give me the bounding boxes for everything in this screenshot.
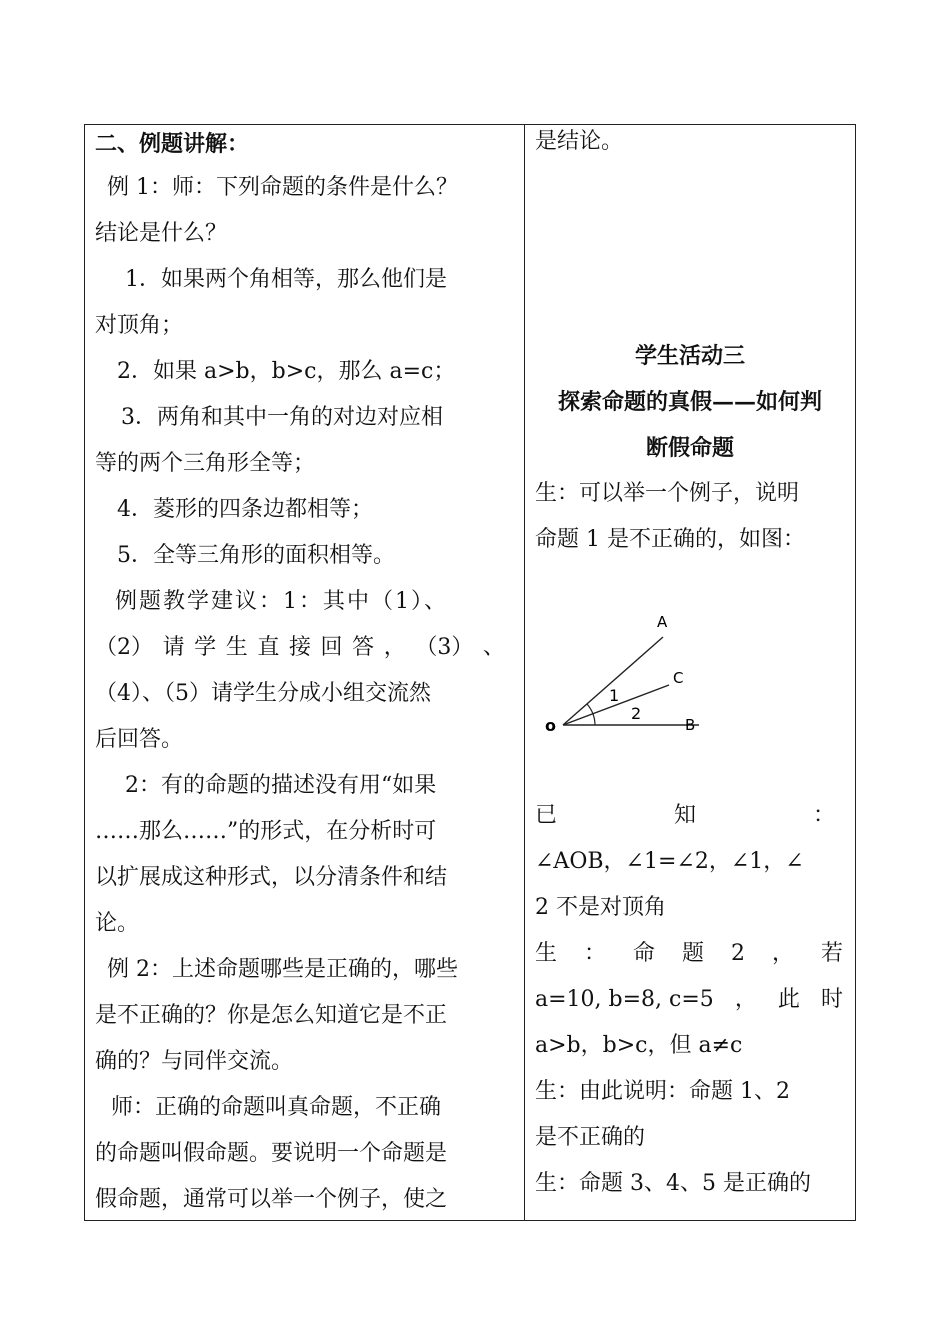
- left-column: [85, 125, 525, 1220]
- advice-part: 请: [162, 635, 185, 660]
- student-answer-1-cont: 命题 1 是不正确的，如图：: [535, 527, 805, 552]
- answer-part: 2: [731, 941, 745, 966]
- answer-part: 命: [633, 941, 656, 966]
- activity-title: 学生活动三: [634, 343, 745, 369]
- proposition-3-cont: 等的两个三角形全等；: [95, 451, 316, 476]
- given-statement: [535, 793, 835, 839]
- label-c: C: [673, 669, 684, 687]
- teacher-explanation-cont: 的命题叫假命题。要说明一个命题是: [95, 1141, 448, 1166]
- example1-question-cont: 结论是什么？: [95, 221, 228, 246]
- proposition-2: 2．如果 a>b，b>c，那么 a=c；: [117, 359, 456, 384]
- angle-arc-1: [587, 704, 593, 714]
- ray-oa: [563, 637, 663, 725]
- activity-subtitle-cont: 断假命题: [645, 435, 734, 461]
- teaching-advice-cont2: （4）、（5）请学生分成小组交流然: [95, 681, 431, 706]
- answer-part: 生: [535, 941, 558, 966]
- answer-part: 若: [820, 941, 843, 966]
- advice-part: 学: [194, 635, 217, 660]
- teacher-explanation-cont2: 假命题，通常可以举一个例子，使之: [95, 1187, 448, 1212]
- angle-figure: [533, 601, 733, 741]
- advice-part: 接: [288, 635, 311, 660]
- advice-part: 答: [352, 635, 375, 660]
- label-a: A: [657, 613, 668, 631]
- given-part: 已: [535, 803, 558, 828]
- proposition-3: 3．两角和其中一角的对边对应相: [121, 405, 443, 430]
- example2-question-cont: 是不正确的？你是怎么知道它是不正: [95, 1003, 448, 1028]
- example2-question: 例 2：上述命题哪些是正确的，哪些: [107, 957, 458, 982]
- proposition-4: 4．菱形的四条边都相等；: [117, 497, 373, 522]
- label-angle-1: 1: [609, 686, 620, 705]
- label-b: B: [685, 716, 696, 734]
- answer-part: 此: [777, 987, 800, 1012]
- label-angle-2: 2: [631, 704, 642, 723]
- note-2-cont: ……那么……”的形式，在分析时可: [95, 819, 437, 844]
- advice-part: 直: [257, 635, 280, 660]
- activity-subtitle: 探索命题的真假——如何判: [557, 389, 822, 415]
- example1-question: 例 1：师：下列命题的条件是什么？: [107, 175, 458, 200]
- label-o: o: [545, 716, 556, 735]
- example2-question-cont2: 确的？与同伴交流。: [95, 1049, 294, 1074]
- teaching-advice: 例题教学建议：1：其中（1）、: [115, 589, 448, 614]
- teacher-explanation: 师：正确的命题叫真命题，不正确: [111, 1095, 442, 1120]
- proposition-5: 5．全等三角形的面积相等。: [117, 543, 395, 568]
- note-2-cont2: 以扩展成这种形式，以分清条件和结: [95, 865, 448, 890]
- note-2: 2：有的命题的描述没有用“如果: [125, 773, 437, 798]
- advice-part: 、: [482, 635, 505, 660]
- note-2-cont3: 论。: [95, 911, 140, 936]
- answer-part: 题: [682, 941, 705, 966]
- teaching-advice-cont3: 后回答。: [95, 727, 184, 752]
- advice-part: ，: [383, 635, 406, 660]
- given-part: 知: [673, 803, 696, 828]
- advice-part: （2）: [95, 635, 153, 660]
- answer-part: ，: [734, 987, 757, 1012]
- proposition-1-cont: 对顶角；: [95, 313, 184, 338]
- advice-part: （3）: [415, 635, 474, 660]
- given-part: ：: [812, 803, 835, 828]
- given-statement-cont2: 2 不是对顶角: [535, 895, 666, 920]
- student-answer-2: [535, 931, 843, 977]
- answer-part: ，: [771, 941, 794, 966]
- student-answer-3-cont: 是不正确的: [535, 1125, 646, 1150]
- given-statement-cont: ∠AOB，∠1=∠2，∠1，∠: [535, 849, 804, 874]
- answer-part: ：: [584, 941, 607, 966]
- answer-part: a=10, b=8, c=5: [535, 987, 714, 1012]
- right-column: [525, 125, 855, 1220]
- student-answer-2-cont2: a>b，b>c，但 a≠c: [535, 1033, 743, 1058]
- teaching-advice-cont: [95, 625, 505, 671]
- student-answer-4: 生：命题 3、4、5 是正确的: [535, 1171, 811, 1196]
- student-answer-2-cont: [535, 977, 843, 1023]
- lesson-table: [84, 124, 856, 1221]
- angle-arc-2: [593, 714, 595, 725]
- advice-part: 生: [225, 635, 248, 660]
- student-answer-3: 生：由此说明：命题 1、2: [535, 1079, 790, 1104]
- answer-part: 时: [820, 987, 843, 1012]
- conclusion-continuation: 是结论。: [535, 129, 624, 154]
- advice-part: 回: [320, 635, 343, 660]
- student-answer-1: 生：可以举一个例子，说明: [535, 481, 800, 506]
- proposition-1: 1．如果两个角相等，那么他们是: [125, 267, 447, 292]
- section-heading: 二、例题讲解：: [95, 131, 250, 157]
